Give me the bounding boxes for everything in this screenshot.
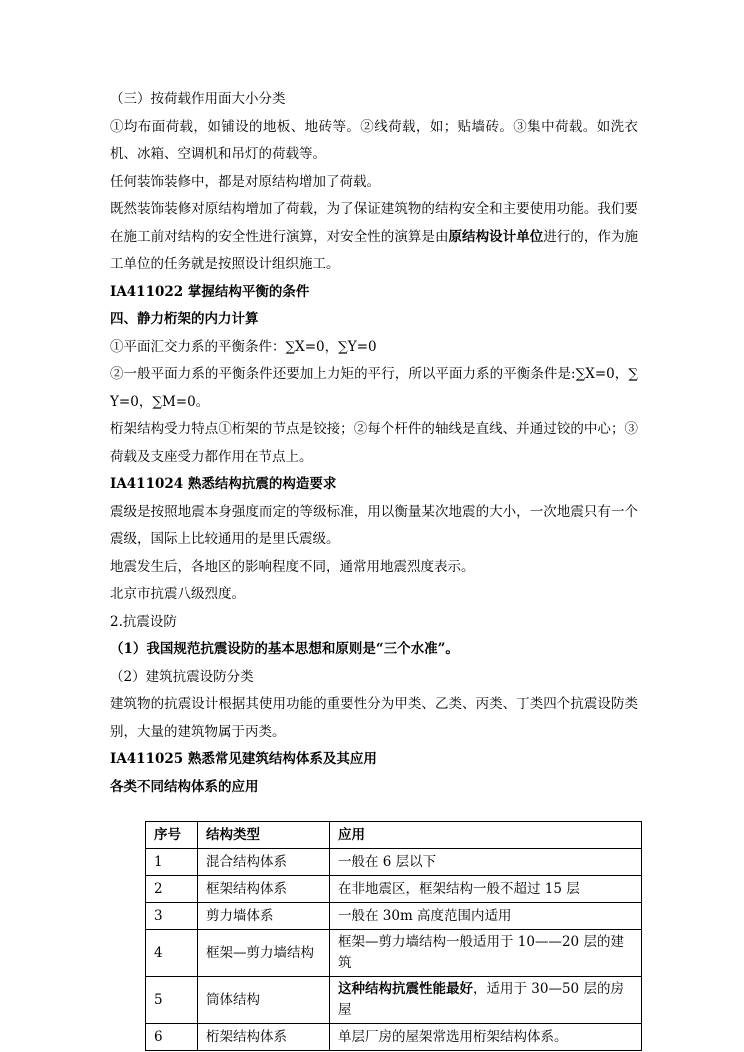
para-general-planar-forces [110,361,638,416]
bold-text-run: 原结构设计单位 [448,228,544,245]
cell-structure-type: 剪力墙体系 [198,903,330,930]
text-run: （2）建筑抗震设防分类 [110,668,254,685]
table-body [146,849,642,1051]
bold-text-run: 四、静力桁架的内力计算 [110,311,259,327]
heading-ia411022 [110,279,638,307]
bold-text-run: IA411022 掌握结构平衡的条件 [110,283,310,300]
cell-row-number: 1 [146,849,198,876]
cell-structure-type: 混合结构体系 [198,849,330,876]
table-row [146,903,642,930]
cell-application [330,903,642,930]
table-header-cell: 应用 [330,822,642,849]
text-run: 既然装饰装修对原结构增加了荷载，为了保证建筑物的结构安全和主要使用功能。我们要在施工前对结构的安全性进行演算，对安全性的演算是由 [110,201,638,245]
text-run: 震级是按照地震本身强度而定的等级标准，用以衡量某次地震的大小，一次地震只有一个震级，国际上比较通用的是里氏震级。 [110,503,638,547]
table-row [146,977,642,1024]
para-load-types [110,114,638,169]
text-run: 建筑物的抗震设计根据其使用功能的重要性分为甲类、乙类、丙类、丁类四个抗震设防类别，大量的建筑物属于丙类。 [110,696,638,740]
text-run: 单层厂房的屋架常选用桁架结构体系。 [338,1028,568,1045]
cell-row-number: 2 [146,876,198,903]
cell-structure-type: 框架结构体系 [198,876,330,903]
cell-structure-type: 筒体结构 [198,977,330,1024]
text-run: 框架—剪力墙结构一般适用于 10——20 层的建筑 [338,934,624,971]
heading-ia411025 [110,746,638,774]
para-truss-force-characteristics [110,416,638,471]
cell-structure-type: 框架—剪力墙结构 [198,930,330,977]
document-content [110,86,638,1051]
text-run: ①平面汇交力系的平衡条件：∑X=0，∑Y=0 [110,338,377,355]
text-run: （三）按荷载作用面大小分类 [110,91,286,107]
cell-row-number: 5 [146,977,198,1024]
table-header-cell: 序号 [146,822,198,849]
cell-application [330,977,642,1024]
paragraphs-block [110,86,638,801]
heading-truss-internal-force [110,306,638,334]
text-run: ①均布面荷载，如铺设的地板、地砖等。②线荷载，如；贴墙砖。③集中荷载。如洗衣机、冰箱、空调机和吊灯的荷载等。 [110,118,638,162]
cell-row-number: 3 [146,903,198,930]
cell-structure-type: 桁架结构体系 [198,1024,330,1051]
table-row [146,1024,642,1051]
text-run: 进行的，作为施工单位的任务就是按照设计组织施工。 [110,228,639,272]
heading-ia411024 [110,471,638,499]
para-seismic-intensity [110,554,638,582]
bold-text-run: IA411024 熟悉结构抗震的构造要求 [110,476,337,492]
bold-text-run: 各类不同结构体系的应用 [110,778,259,795]
text-run: 地震发生后，各地区的影响程度不同，通常用地震烈度表示。 [110,558,475,575]
para-seismic-fortification [110,609,638,637]
para-safety-verification [110,196,638,279]
para-fortification-classification-title [110,664,638,692]
text-run: 桁架结构受力特点①桁架的节点是铰接；②每个杆件的轴线是直线、并通过铰的中心；③荷载及支座受力都作用在节点上。 [110,421,638,465]
para-decoration-adds-load [110,169,638,197]
heading-structure-systems-application [110,774,638,802]
bold-text-run: （1）我国规范抗震设防的基本思想和原则是“三个水准”。 [110,641,459,657]
para-magnitude-definition [110,499,638,554]
text-run: 一般在 30m 高度范围内适用 [338,907,512,924]
text-run: 在非地震区，框架结构一般不超过 15 层 [338,880,580,897]
para-planar-concurrent-forces [110,334,638,362]
cell-application [330,876,642,903]
table-row [146,876,642,903]
para-fortification-categories [110,691,638,746]
table-row [146,849,642,876]
cell-row-number: 6 [146,1024,198,1051]
table-header-cell: 结构类型 [198,822,330,849]
text-run: ，适用于 30—50 层的房屋 [338,981,624,1018]
text-run: 2.抗震设防 [110,613,177,630]
cell-application [330,849,642,876]
cell-row-number: 4 [146,930,198,977]
para-three-levels-principle [110,636,638,664]
cell-application [330,1024,642,1051]
bold-text-run: 这种结构抗震性能最好 [338,981,473,997]
text-run: 北京市抗震八级烈度。 [110,586,245,602]
text-run: ②一般平面力系的平衡条件还要加上力矩的平行，所以平面力系的平衡条件是:∑X=0，∑Y=0，∑M=0。 [110,366,638,410]
bold-text-run: IA411025 熟悉常见建筑结构体系及其应用 [110,751,377,767]
table-row [146,930,642,977]
heading-load-classification [110,86,638,114]
text-run: 任何装饰装修中，都是对原结构增加了荷载。 [110,173,380,190]
para-beijing-intensity [110,581,638,609]
text-run: 一般在 6 层以下 [338,853,437,870]
cell-application [330,930,642,977]
structure-systems-table [145,821,642,1051]
table-header-row [146,822,642,849]
